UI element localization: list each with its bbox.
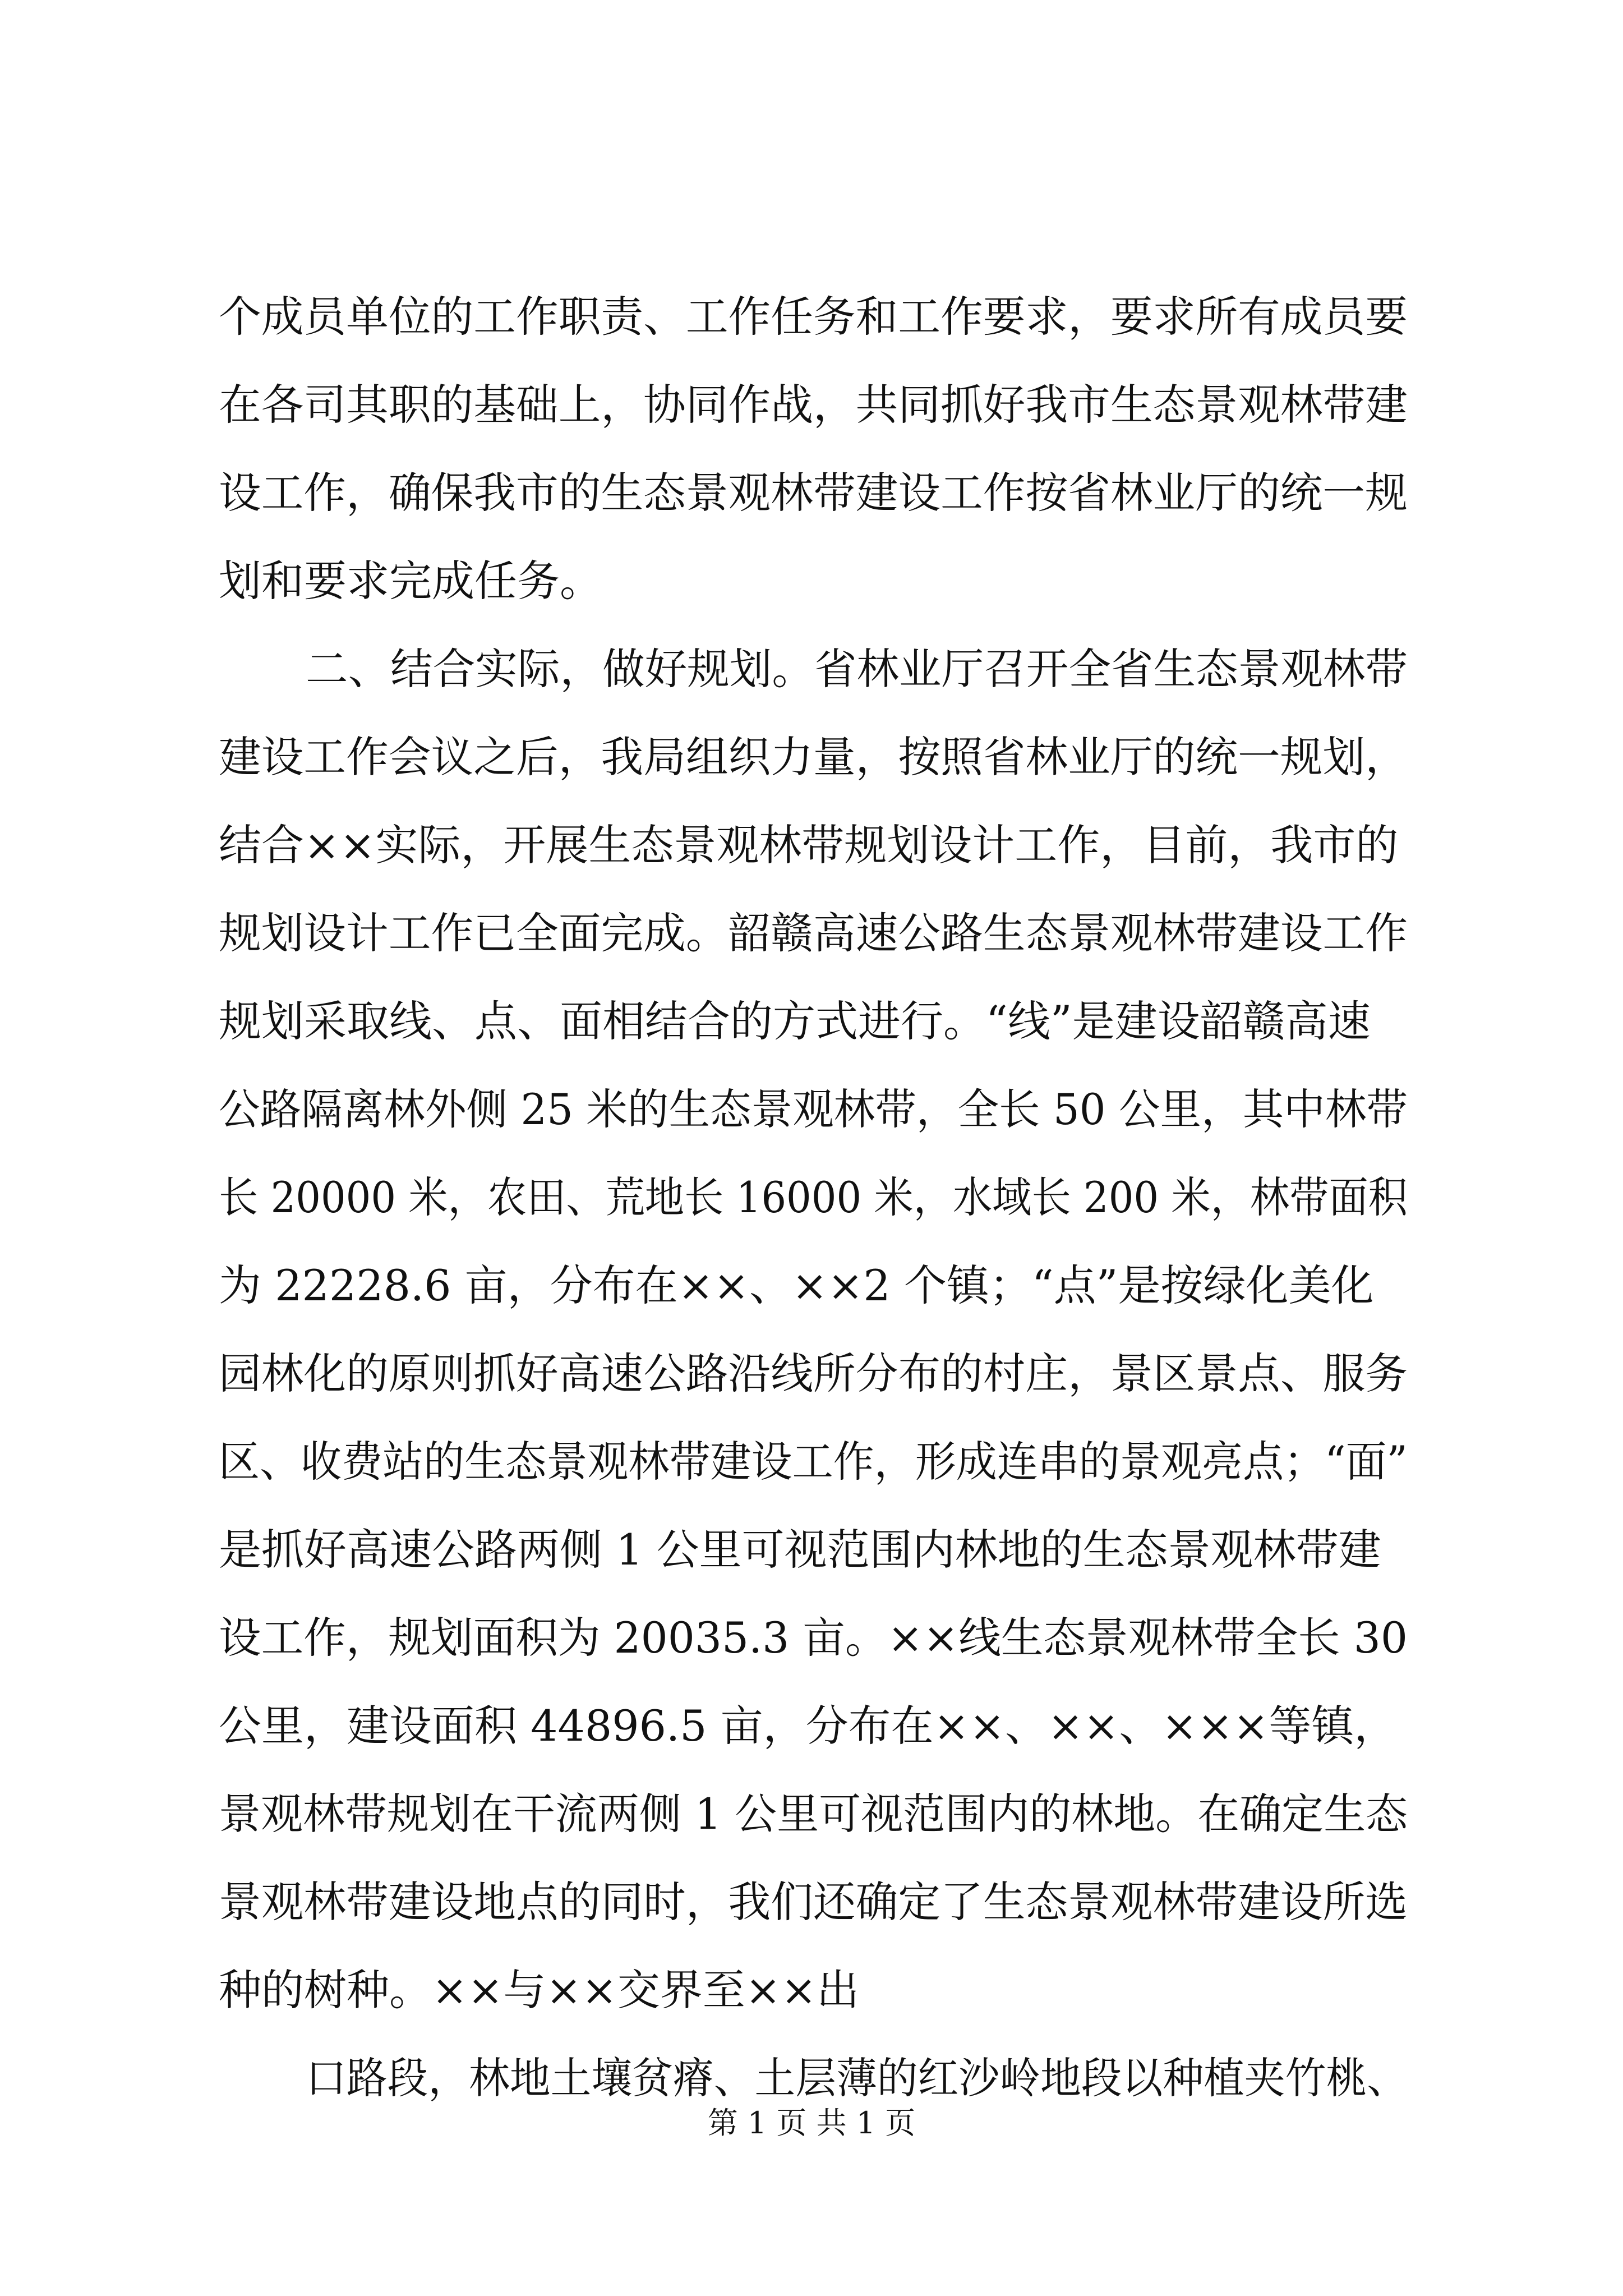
line-text: 个成员单位的工作职责、工作任务和工作要求，要求所有成员要 bbox=[219, 292, 1408, 342]
paragraph-line bbox=[0, 1252, 1623, 1319]
paragraph-line bbox=[0, 1780, 1623, 1848]
paragraph-line bbox=[0, 1957, 1623, 2024]
paragraph-line bbox=[0, 900, 1623, 967]
line-text: 设工作，确保我市的生态景观林带建设工作按省林业厅的统一规 bbox=[219, 468, 1408, 518]
line-text: 是抓好高速公路两侧 1 公里可视范围内林地的生态景观林带建 bbox=[219, 1525, 1381, 1575]
line-text: 结合××实际，开展生态景观林带规划设计工作，目前，我市的 bbox=[219, 820, 1399, 870]
paragraph-line bbox=[0, 547, 1623, 615]
paragraph-line bbox=[0, 371, 1623, 439]
paragraph-line bbox=[0, 988, 1623, 1055]
line-text: 园林化的原则抓好高速公路沿线所分布的村庄，景区景点、服务 bbox=[219, 1349, 1408, 1398]
paragraph-line bbox=[0, 1340, 1623, 1407]
paragraph-line bbox=[0, 1692, 1623, 1760]
line-text: 口路段，林地土壤贫瘠、土层薄的红沙岭地段以种植夹竹桃、 bbox=[306, 2053, 1408, 2103]
paragraph-line bbox=[0, 1164, 1623, 1231]
line-text: 设工作，规划面积为 20035.3 亩。××线生态景观林带全长 30 bbox=[219, 1613, 1408, 1663]
paragraph-line bbox=[0, 636, 1623, 703]
line-text: 种的树种。××与××交界至××出 bbox=[219, 1965, 860, 2015]
paragraph-line bbox=[0, 1604, 1623, 1672]
paragraph-line bbox=[0, 459, 1623, 527]
line-text: 公路隔离林外侧 25 米的生态景观林带，全长 50 公里，其中林带 bbox=[219, 1084, 1408, 1134]
paragraph-line bbox=[0, 1428, 1623, 1496]
page-footer: 第 1 页 共 1 页 bbox=[707, 2105, 916, 2141]
paragraph-line bbox=[0, 812, 1623, 879]
line-text: 划和要求完成任务。 bbox=[219, 556, 602, 606]
paragraph-line bbox=[0, 1076, 1623, 1143]
line-text: 区、收费站的生态景观林带建设工作，形成连串的景观亮点；“面” bbox=[219, 1437, 1408, 1487]
line-text: 景观林带建设地点的同时，我们还确定了生态景观林带建设所选 bbox=[219, 1877, 1408, 1927]
paragraph-line bbox=[0, 724, 1623, 791]
line-text: 为 22228.6 亩，分布在××、××2 个镇；“点”是按绿化美化 bbox=[219, 1260, 1374, 1310]
line-text: 规划采取线、点、面相结合的方式进行。“线”是建设韶赣高速 bbox=[219, 996, 1371, 1046]
paragraph-line bbox=[0, 283, 1623, 351]
line-text: 长 20000 米，农田、荒地长 16000 米，水域长 200 米，林带面积 bbox=[219, 1172, 1408, 1222]
line-text: 规划设计工作已全面完成。韶赣高速公路生态景观林带建设工作 bbox=[219, 908, 1408, 958]
line-text: 在各司其职的基础上，协同作战，共同抓好我市生态景观林带建 bbox=[219, 380, 1408, 430]
line-text: 景观林带规划在干流两侧 1 公里可视范围内的林地。在确定生态 bbox=[219, 1789, 1408, 1839]
line-text: 公里，建设面积 44896.5 亩，分布在××、××、×××等镇， bbox=[219, 1701, 1397, 1751]
line-text: 二、结合实际，做好规划。省林业厅召开全省生态景观林带 bbox=[306, 644, 1408, 694]
paragraph-line bbox=[0, 1869, 1623, 1936]
line-text: 建设工作会议之后，我局组织力量，按照省林业厅的统一规划， bbox=[219, 732, 1408, 782]
paragraph-line bbox=[0, 1516, 1623, 1584]
